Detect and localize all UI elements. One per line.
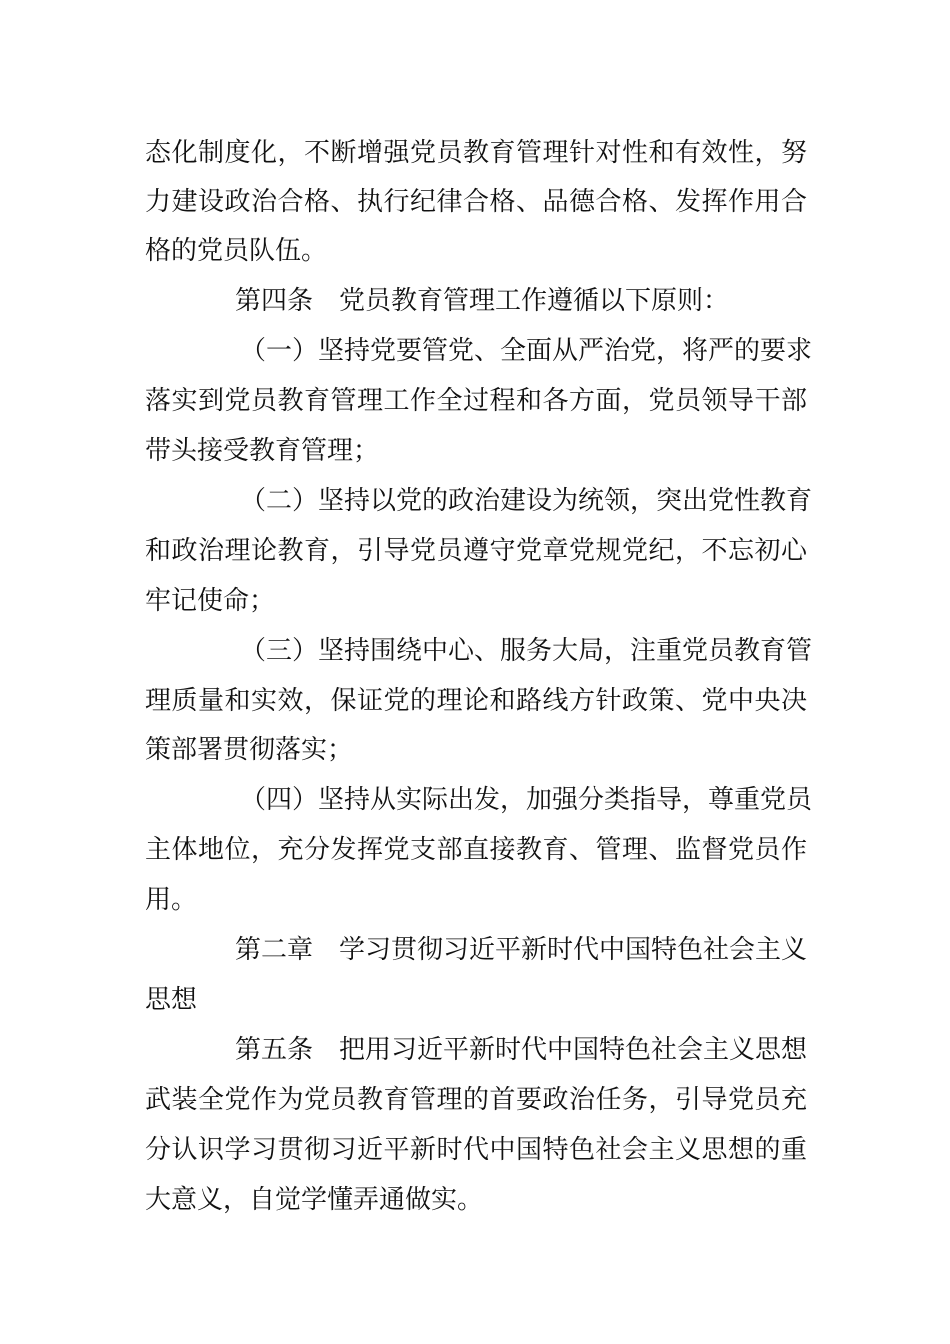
article-heading: 第四条 党员教育管理工作遵循以下原则： [235, 286, 730, 316]
paragraph-line: 格的党员队伍。 [145, 236, 328, 266]
list-item-line: 牢记使命； [145, 586, 276, 616]
paragraph-line: 态化制度化，不断增强党员教育管理针对性和有效性，努 [145, 138, 807, 168]
chapter-heading: 第二章 学习贯彻习近平新时代中国特色社会主义 [235, 935, 808, 965]
chapter-heading: 思想 [145, 985, 198, 1015]
paragraph-line: 力建设政治合格、执行纪律合格、品德合格、发挥作用合 [145, 187, 807, 217]
list-item-line: 和政治理论教育，引导党员遵守党章党规党纪，不忘初心 [145, 536, 807, 566]
list-item-line: 落实到党员教育管理工作全过程和各方面，党员领导干部 [145, 386, 807, 416]
list-item-line: 用。 [145, 885, 198, 915]
list-item-line: 理质量和实效，保证党的理论和路线方针政策、党中央决 [145, 686, 807, 716]
paragraph-line: 大意义，自觉学懂弄通做实。 [145, 1185, 484, 1215]
list-item-line: （三）坚持围绕中心、服务大局，注重党员教育管 [240, 636, 813, 666]
list-item-line: 带头接受教育管理； [145, 436, 380, 466]
article-heading: 第五条 把用习近平新时代中国特色社会主义思想 [235, 1035, 808, 1065]
list-item-line: 策部署贯彻落实； [145, 735, 354, 765]
list-item-line: （二）坚持以党的政治建设为统领，突出党性教育 [240, 486, 813, 516]
list-item-line: 主体地位，充分发挥党支部直接教育、管理、监督党员作 [145, 835, 807, 865]
paragraph-line: 分认识学习贯彻习近平新时代中国特色社会主义思想的重 [145, 1135, 807, 1165]
list-item-line: （一）坚持党要管党、全面从严治党，将严的要求 [240, 336, 813, 366]
list-item-line: （四）坚持从实际出发，加强分类指导，尊重党员 [240, 785, 813, 815]
paragraph-line: 武装全党作为党员教育管理的首要政治任务，引导党员充 [145, 1085, 807, 1115]
